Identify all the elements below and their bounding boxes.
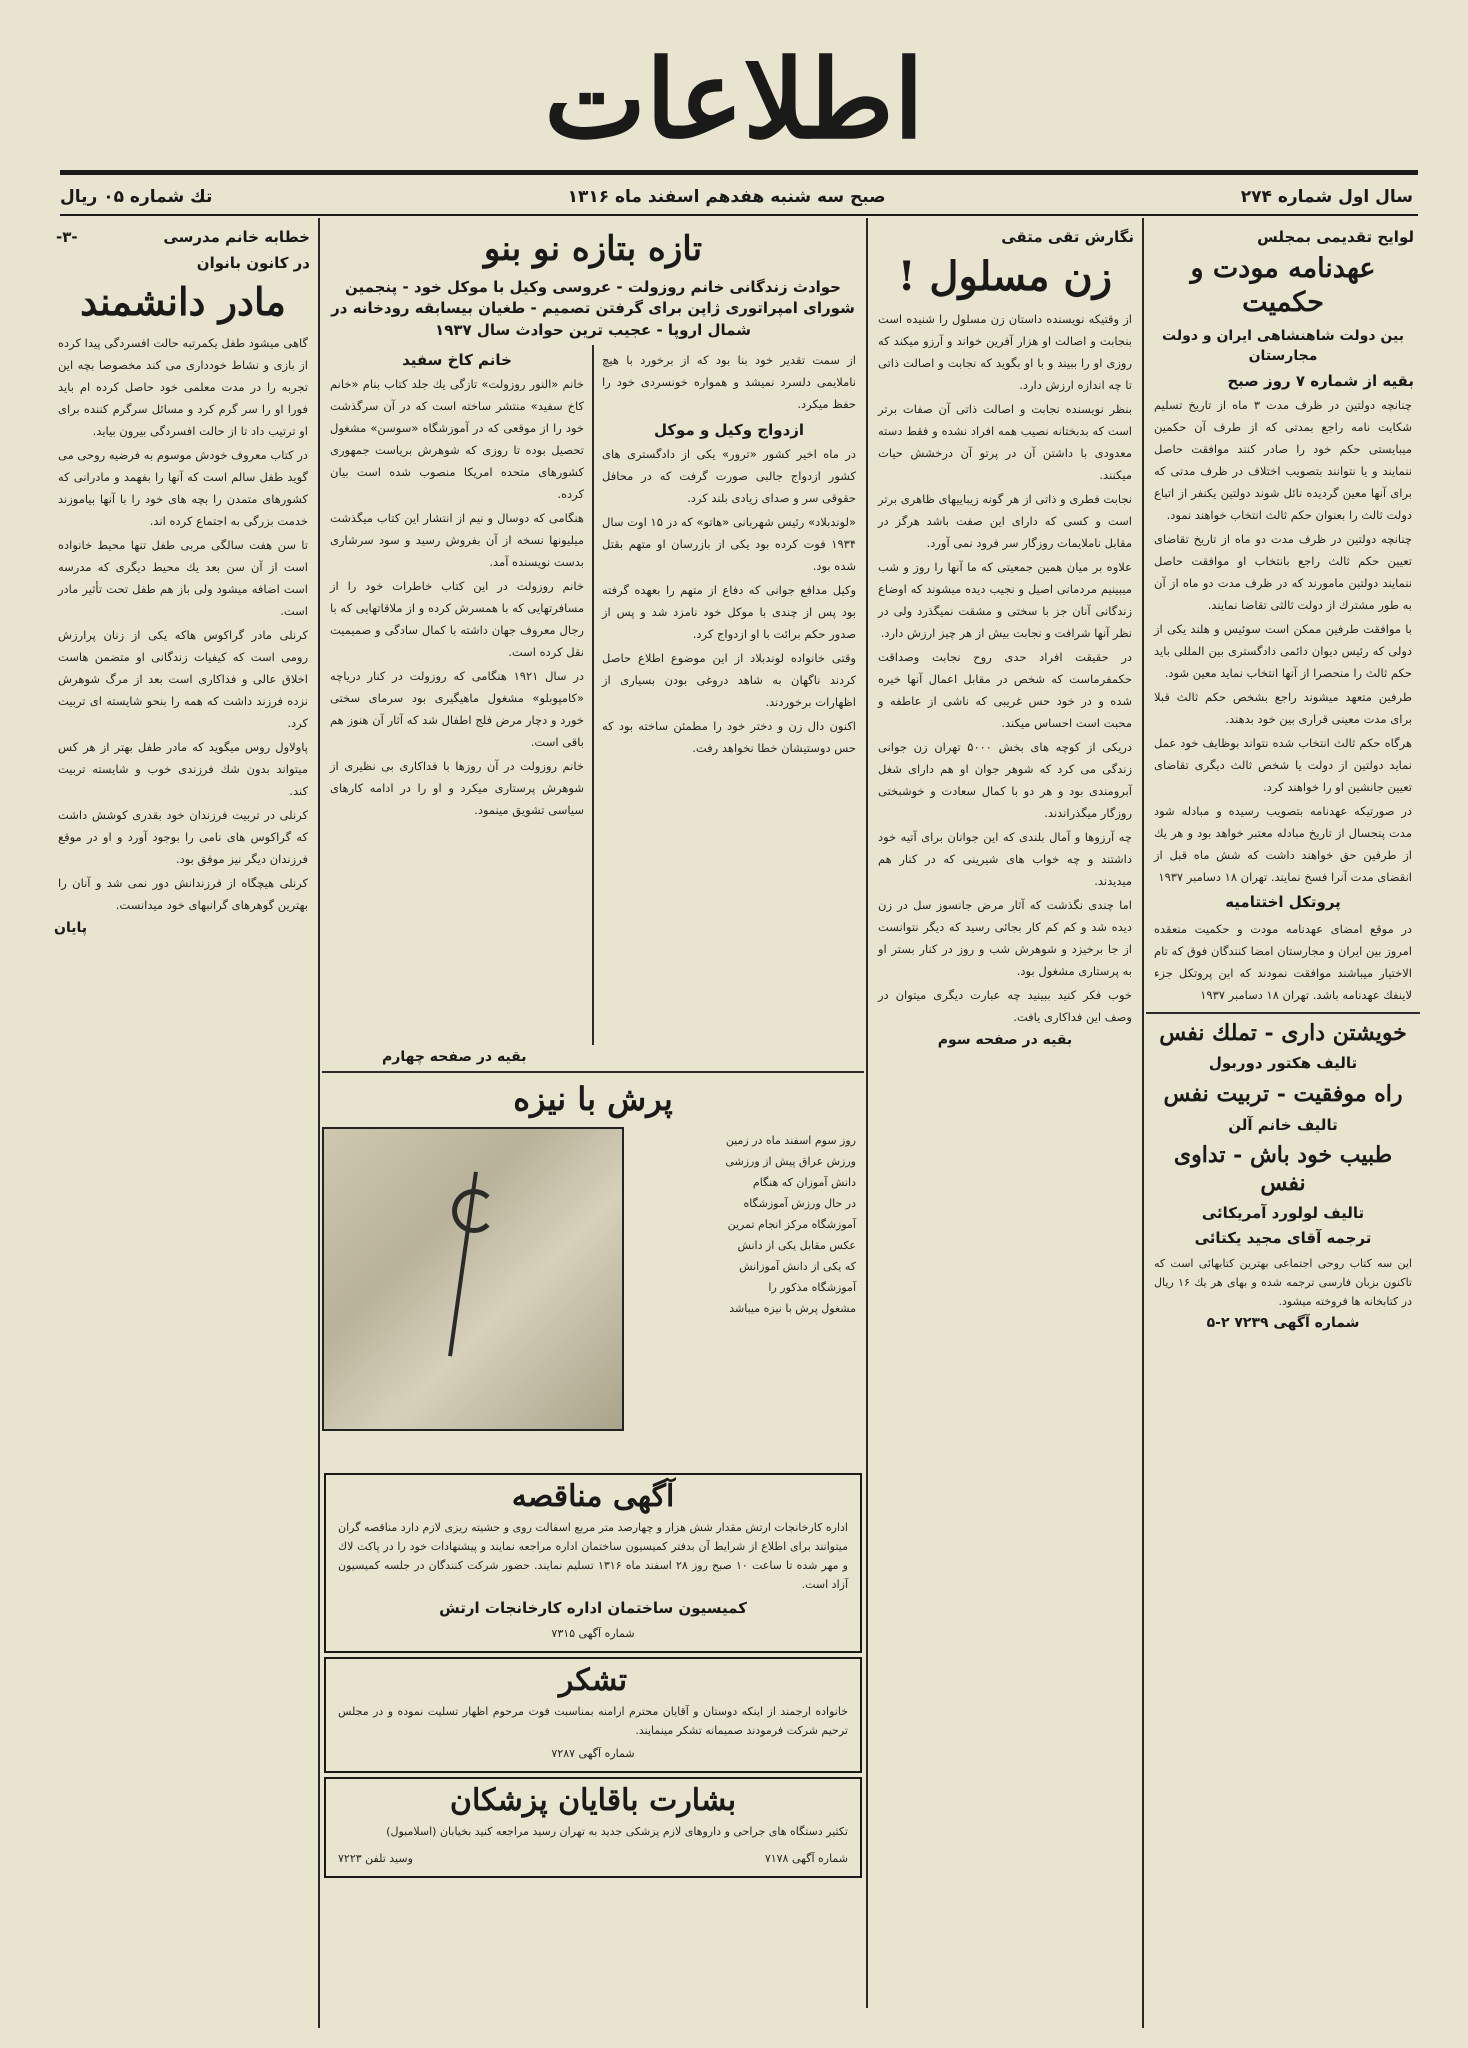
column-rule xyxy=(318,218,320,2028)
marriage-paragraph: در ماه اخیر کشور «ترور» یکی از دادگستری های کشور ازدواج جالبی صورت گرفت که در محافل حقوقی سر و صدای زیادی بلند کرد. xyxy=(602,446,856,505)
mother-body xyxy=(58,332,308,916)
doctors-title: بشارت باقایان پزشکان xyxy=(449,1782,737,1818)
book-author: تالیف لولورد آمریکائی xyxy=(1201,1204,1365,1223)
mother-paragraph: تا سن هفت سالگی مربی طفل تنها محیط خانواده است از آن سن بعد یك محیط دیگری که مدرسه است اضافه میشود ولی باز هم طفل تحت تأثیر مادر است. xyxy=(58,537,308,618)
section-divider xyxy=(1146,1012,1420,1014)
masthead-rule xyxy=(60,170,1418,175)
book-author: تالیف هکتور دوربول xyxy=(1208,1054,1358,1073)
story-continued-note: بقیه در صفحه سوم xyxy=(937,1032,1073,1048)
story-headline: زن مسلول ! xyxy=(897,253,1113,300)
pole-vault-photo xyxy=(322,1127,624,1431)
sport-caption-line: در حال ورزش آموزشگاه xyxy=(743,1196,856,1210)
protocol-heading: پروتکل اختتامیه xyxy=(1225,893,1341,912)
white-house-paragraph: خانم روزولت در آن روزها با فداکاری بی نظیری از شوهرش پرستاری میکرد و او را در ادامه کارهای سیاسی تشویق مینمود. xyxy=(330,758,584,817)
marriage-paragraph: «لوندبلاد» رئیس شهربانی «هاتو» که در ۱۵ اوت سال ۱۹۳۴ فوت کرده بود یکی از بازرسان او متهم بقتل شده بود. xyxy=(602,514,856,573)
sport-caption-line: مشغول پرش با نیزه میباشد xyxy=(729,1301,856,1315)
mother-headline: مادر دانشمند xyxy=(80,279,286,324)
white-house-paragraph: در سال ۱۹۲۱ هنگامی که روزولت در کنار دریاچه «کامپوبلو» مشغول ماهیگیری بود سرمای سختی خورد و دچار مرض فلج اطفال شد که آثار آن هنوز هم باقی است. xyxy=(330,668,584,749)
treaty-paragraph: چنانچه دولتین در ظرف مدت ۳ ماه از تاریخ تسلیم شکایت نامه راجع بمدتی که از طرف آن حکمین میبایستی حکم خود را صادر کنند موافقت حاصل ننمایند و یا نتوانند بتصویب اختلاف در ظرف مدتی که برای آنها معین گردیده نائل شوند دولتین یکنفر از اتباع دولت ثالث را بعنوان حکم ثالث انتخاب خواهند نمود. xyxy=(1154,398,1412,523)
tender-ad-number: شماره آگهی ۷۳۱۵ xyxy=(551,1626,635,1640)
sport-headline: پرش با نیزه xyxy=(513,1079,673,1118)
column-mother xyxy=(50,222,316,2028)
sport-caption-line: ورزش عراق پیش از ورزشی xyxy=(725,1154,856,1168)
sport-caption-line: آموزشگاه مرکز انجام تمرین xyxy=(727,1217,856,1231)
treaty-kicker: لوایح تقدیمی بمجلس xyxy=(1257,228,1414,246)
news-continued-note: بقیه در صفحه چهارم xyxy=(382,1048,527,1065)
story-paragraph: خوب فکر کنید ببینید چه عبارت دیگری میتوان در وصف این فداکاری یافت. xyxy=(878,988,1132,1024)
doctors-body: تکثیر دستگاه های جراحی و داروهای لازم پزشکی جدید به تهران رسید مراجعه کنید بخیابان (اسلامبول) xyxy=(386,1824,848,1838)
treaty-continued-note: بقیه از شماره ۷ روز صبح xyxy=(1227,372,1414,391)
mother-kicker: خطابه خانم مدرسی xyxy=(163,228,310,246)
book-author: تالیف خانم آلن xyxy=(1228,1115,1338,1134)
issue-number: سال اول شماره ۲۷۴ xyxy=(1240,187,1413,207)
mother-part-number: -۳- xyxy=(56,228,78,246)
book-title: راه موفقیت - تربیت نفس xyxy=(1163,1081,1403,1108)
sport-section xyxy=(322,1079,864,1469)
sport-caption-line: که یکی از دانش آموزانش xyxy=(739,1259,856,1273)
marriage-paragraph: وکیل مدافع جوانی که دفاع از متهم را بعهده گرفته بود پس از چندی با موکل خود نامزد شد و پس از صدور حکم برائت با او ازدواج کرد. xyxy=(602,582,856,641)
mother-venue: در کانون بانوان xyxy=(196,254,310,272)
protocol-paragraph: در موقع امضای عهدنامه مودت و حکمیت منعقده امروز بین ایران و مجارستان امضا کنندگان فوق که تام الاختیار میباشند موافقت نمودند که این پروتکل جزء لاینفك عهدنامه باشد. تهران ۱۸ دسامبر ۱۹۳۷ xyxy=(1154,921,1412,1002)
thanks-title: تشکر xyxy=(558,1662,628,1698)
mother-paragraph: کرنلی مادر گراکوس هاکه یکی از زنان پرارزش رومی است که کیفیات زندگانی او متضمن هاست اخلاق عالی و فداکاری است بعد از مرگ شوهرش نزده فرزند داشت که همه را بنحو شایسته ای تربیت کرد. xyxy=(58,627,308,730)
mother-paragraph: پاولاول روس میگوید که مادر طفل بهتر از هر کس میتواند بدون شك فرزندی خوب و شایسته تربیت کند. xyxy=(58,739,308,798)
white-house-paragraph: خانم «النور روزولت» تازگی یك جلد کتاب بنام «خانم کاخ سفید» منتشر ساخته است که در آن سرگذشت خود را از موقعی که در آموزشگاه «سوسن» مشغول تحصیل بوده تا روزی که شوهرش بریاست جمهوری کشورهای متحده امریکا منصوب شده است بیان کرده. xyxy=(330,376,584,501)
story-paragraph: اما چندی نگذشت که آثار مرض جانسوز سل در زن دیده شد و کم کم کار بجائی رسید که دیگر نتوانست از جا برخیزد و شوهرش شب و روز در کنار بستر او به پرستاری مشغول بود. xyxy=(878,898,1132,978)
sport-caption-line: دانش آموزان که هنگام xyxy=(752,1175,856,1189)
treaty-headline: عهدنامه مودت و حکمیت xyxy=(1190,253,1376,318)
column-story xyxy=(870,222,1140,2028)
news-right-lead: از سمت تقدیر خود بنا بود که از برخورد با هیچ ناملایمی دلسرد نمیشد و همواره خونسردی خود را حفظ میکرد. xyxy=(602,352,856,411)
mother-paragraph: کرنلی در تربیت فرزندان خود بقدری کوشش داشت که گراکوس های نامی را بوجود آورد و او در موقع فرزندان دیگر نیز موفق بود. xyxy=(58,807,308,866)
book-translator: ترجمه آقای مجید یکتائی xyxy=(1194,1229,1372,1248)
white-house-kicker: خانم کاخ سفید xyxy=(402,350,512,369)
tender-title: آگهی مناقصه xyxy=(511,1478,675,1514)
mother-paragraph: گاهی میشود طفل یکمرتبه حالت افسردگی پیدا کرده از بازی و نشاط خودداری می کند مخصوصا بچه این تجربه را در مدت معلمی خود حاصل کرده ام باید فورا او را سر گرم کرد و مسائل سرگرم کننده برای او ترتیب داد تا از حالت افسردگی بیرون بیاید. xyxy=(58,335,308,438)
treaty-body xyxy=(1154,394,1412,888)
story-byline: نگارش تقی متقی xyxy=(1001,228,1134,246)
story-paragraph: نجابت فطری و ذاتی از هر گونه زیباییهای ظاهری برتر است و کسی که دارای این صفت باشد هرگز در مقابل ناملایمات روزگار سر فرود نمی آورد. xyxy=(878,492,1132,550)
book-ad-number: شماره آگهی ۷۲۳۹ ۲-۵ xyxy=(1206,1314,1360,1331)
sport-caption-line: روز سوم اسفند ماه در زمین xyxy=(725,1133,856,1147)
treaty-paragraph: طرفین متعهد میشوند راجع بشخص حکم ثالث قبلا برای مدت معینی قراری بین خود بدهند. xyxy=(1154,690,1412,727)
masthead-title: اطلاعات xyxy=(544,37,924,163)
section-divider xyxy=(322,1071,864,1073)
thanks-ad xyxy=(324,1657,862,1773)
thanks-ad-number: شماره آگهی ۷۲۸۷ xyxy=(551,1746,635,1760)
story-paragraph: دریکی از کوچه های بخش ۵۰۰۰ تهران زن جوانی زندگی می کرد که شوهر جوان او هم دارای شغل آبرومندی بود و هر دو با کمال سعادت و خوشبختی روزگار میگذراندند. xyxy=(878,740,1132,820)
white-house-paragraph: هنگامی که دوسال و نیم از انتشار این کتاب میگذشت میلیونها نسخه از آن بفروش رسید و سود سرشاری بدست نویسنده آمد. xyxy=(330,510,584,569)
news-right-column xyxy=(592,345,864,1045)
news-subheadline: حوادث زندگانی خانم روزولت - عروسی وکیل با موکل خود - پنجمین شورای امپراتوری ژاپن برای گرفتن تصمیم - طغیان بیسابقه رودخانه در شمال اروپا - عجیب ترین حوادث سال ۱۹۳۷ xyxy=(331,277,855,339)
treaty-paragraph: چنانچه دولتین در ظرف مدت دو ماه از تاریخ تقاضای تعیین حکم ثالث راجع بانتخاب او موافقت حاصل ننمایند دولتین مامورند که در ظرف مدت دو ماه از آن به طور مشترك از دولت ثالثی تقاضا نمایند. xyxy=(1154,532,1412,613)
news-columns xyxy=(322,345,864,1045)
marriage-body xyxy=(602,443,856,759)
story-paragraph: علاوه بر میان همین جمعیتی که ما آنها را روز و شب میبینیم مردمانی اصیل و نجیب دیده میشوند که اوضاع زندگانی آنان جز با سختی و مشقت نمیگذرد ولی در نظر آنها شرافت و نجابت بیش از هر چیز ارزش دارد. xyxy=(878,560,1132,640)
book-title: خویشتن داری - تملك نفس xyxy=(1159,1019,1407,1046)
mother-paragraph: کرنلی هیچگاه از فرزندانش دور نمی شد و آنان را بهترین گوهرهای گرانبهای خود میدانست. xyxy=(58,875,308,912)
dateline-rule xyxy=(60,214,1418,216)
issue-price: تك شماره ۰۵ ریال xyxy=(60,187,213,207)
doctors-footer xyxy=(330,1845,856,1872)
mother-paragraph: در کتاب معروف خودش موسوم به فرضیه روحی می گوید طفل سالم است که آنها را بفهمد و مادرانی که کشورهای متمدن را بچه های خود را با آنها بیاموزند خدمت بزرگی به اجتماع کرده اند. xyxy=(58,447,308,528)
dateline xyxy=(60,182,1413,212)
phone-note: وسید تلفن ۷۲۲۳ xyxy=(338,1851,413,1865)
story-body xyxy=(878,308,1132,1028)
doctors-ad xyxy=(324,1777,862,1878)
tender-ad xyxy=(324,1473,862,1653)
column-news xyxy=(322,222,864,2028)
story-paragraph: چه آرزوها و آمال بلندی که این جوانان برای آتیه خود داشتند و چه خواب های شیرینی که در کنار هم میدیدند. xyxy=(878,830,1132,888)
sport-content xyxy=(322,1127,864,1431)
issue-date: صبح سه شنبه هفدهم اسفند ماه ۱۳۱۶ xyxy=(567,187,886,207)
book-ad-text: این سه کتاب روحی اجتماعی بهترین کتابهائی است که تاکنون بزبان فارسی ترجمه شده و بهای هر یك ۱۶ ریال در کتابخانه ها فروخته میشود. xyxy=(1154,1256,1412,1308)
column-rule xyxy=(866,218,868,2008)
story-paragraph: بنظر نویسنده نجابت و اصالت ذاتی آن صفات برتر است که بدبختانه نصیب همه افراد نشده و فقط دسته معدودی با داشتن آن در پرتو آن درخشش حیات میکنند. xyxy=(878,402,1132,482)
protocol-body xyxy=(1154,918,1412,1006)
column-treaty xyxy=(1146,222,1420,2028)
athlete-icon xyxy=(452,1189,496,1233)
marriage-paragraph: اکنون دال زن و دختر خود را مطمئن ساخته بود که حس دوستیشان خطا نخواهد رفت. xyxy=(602,718,856,755)
news-headline: تازه بتازه نو بنو xyxy=(483,229,703,269)
tender-body: اداره کارخانجات ارتش مقدار شش هزار و چهارصد متر مربع اسفالت روی و حشیته ریزی لازم دارد مناقصه گران میتوانند برای اطلاع از شرایط آن بدفتر کمیسیون ساختمان اداره مراجعه نمایند و پیشنهادات خود را در پاکت لاك و مهر شده تا ساعت ۱۰ صبح روز ۲۸ اسفند ماه ۱۳۱۶ تسلیم نمایند. حضور شرکت کنندگان در جلسه کمیسیون آزاد است. xyxy=(338,1520,848,1591)
treaty-paragraph: هرگاه حکم ثالث انتخاب شده نتواند بوظایف خود عمل نماید دولتین از دولت یا شخص ثالث دیگری تقاضای تعیین جانشین او را خواهند کرد. xyxy=(1154,736,1412,795)
treaty-subheadline: بین دولت شاهنشاهی ایران و دولت مجارستان xyxy=(1162,327,1404,364)
marriage-paragraph: وقتی خانواده لوندبلاد از این موضوع اطلاع حاصل کردند ناگهان به شاهد دروغی بودن بسیاری از اظهارات برخوردند. xyxy=(602,650,856,709)
treaty-paragraph: در صورتیکه عهدنامه بتصویب رسیده و مبادله شود مدت پنجسال از تاریخ مبادله معتبر خواهد بود و هر یك از طرفین حق خواهند داشت که شش ماه قبل از انقضای مدت آنرا فسخ نمایند. تهران ۱۸ دسامبر ۱۹۳۷ xyxy=(1154,804,1412,885)
white-house-paragraph: خانم روزولت در این کتاب خاطرات خود را از مسافرتهایی که با همسرش کرده و از ملاقاتهایی که با رجال معروف جهان داشته با کمال سادگی و صمیمیت نقل کرده است. xyxy=(330,578,584,659)
column-rule xyxy=(1142,218,1144,2028)
story-paragraph: از وقتیکه نویسنده داستان زن مسلول را شنیده است بنجابت و اصالت او هزار آفرین خواند و آرزو میکند که روزی او را ببیند و با او بگوید که نجابت و اصالت ذاتی تا چه اندازه ارزش دارد. xyxy=(878,312,1132,392)
book-ad xyxy=(1146,1020,1420,1331)
doctors-ad-number: شماره آگهی ۷۱۷۸ xyxy=(764,1851,848,1865)
thanks-body: خانواده ارجمند از اینکه دوستان و آقایان محترم ارامنه بمناسبت فوت مرحوم اظهار تسلیت نموده و در مجلس ترحیم شرکت فرمودند صمیمانه تشکر مینمایند. xyxy=(338,1704,848,1737)
tender-signature: کمیسیون ساختمان اداره کارخانجات ارتش xyxy=(439,1598,747,1617)
mother-end: پایان xyxy=(54,919,87,936)
book-title: طبیب خود باش - تداوی نفس xyxy=(1173,1142,1393,1196)
sport-caption-line: آموزشگاه مذکور را xyxy=(768,1280,856,1294)
treaty-paragraph: با موافقت طرفین ممکن است سوئیس و هلند یکی از دولی که رئیس دیوان دائمی دادگستری بین المللی باید حکم ثالث را منحصرا از آنها انتخاب نماید معین شود. xyxy=(1154,622,1412,681)
sport-caption xyxy=(642,1131,856,1427)
mother-header-row xyxy=(50,222,316,248)
white-house-body xyxy=(330,373,584,821)
sport-caption-line: عکس مقابل یکی از دانش xyxy=(737,1238,856,1252)
news-left-column xyxy=(322,345,592,1045)
marriage-kicker: ازدواج وکیل و موکل xyxy=(653,420,805,439)
story-paragraph: در حقیقت افراد حدی روح نجابت وصداقت حکمفرماست که شخص در مقابل اعمال آنها خیره شده و در خود حس غریبی که ناشی از عاطفه و محبت است احساس میکند. xyxy=(878,650,1132,730)
